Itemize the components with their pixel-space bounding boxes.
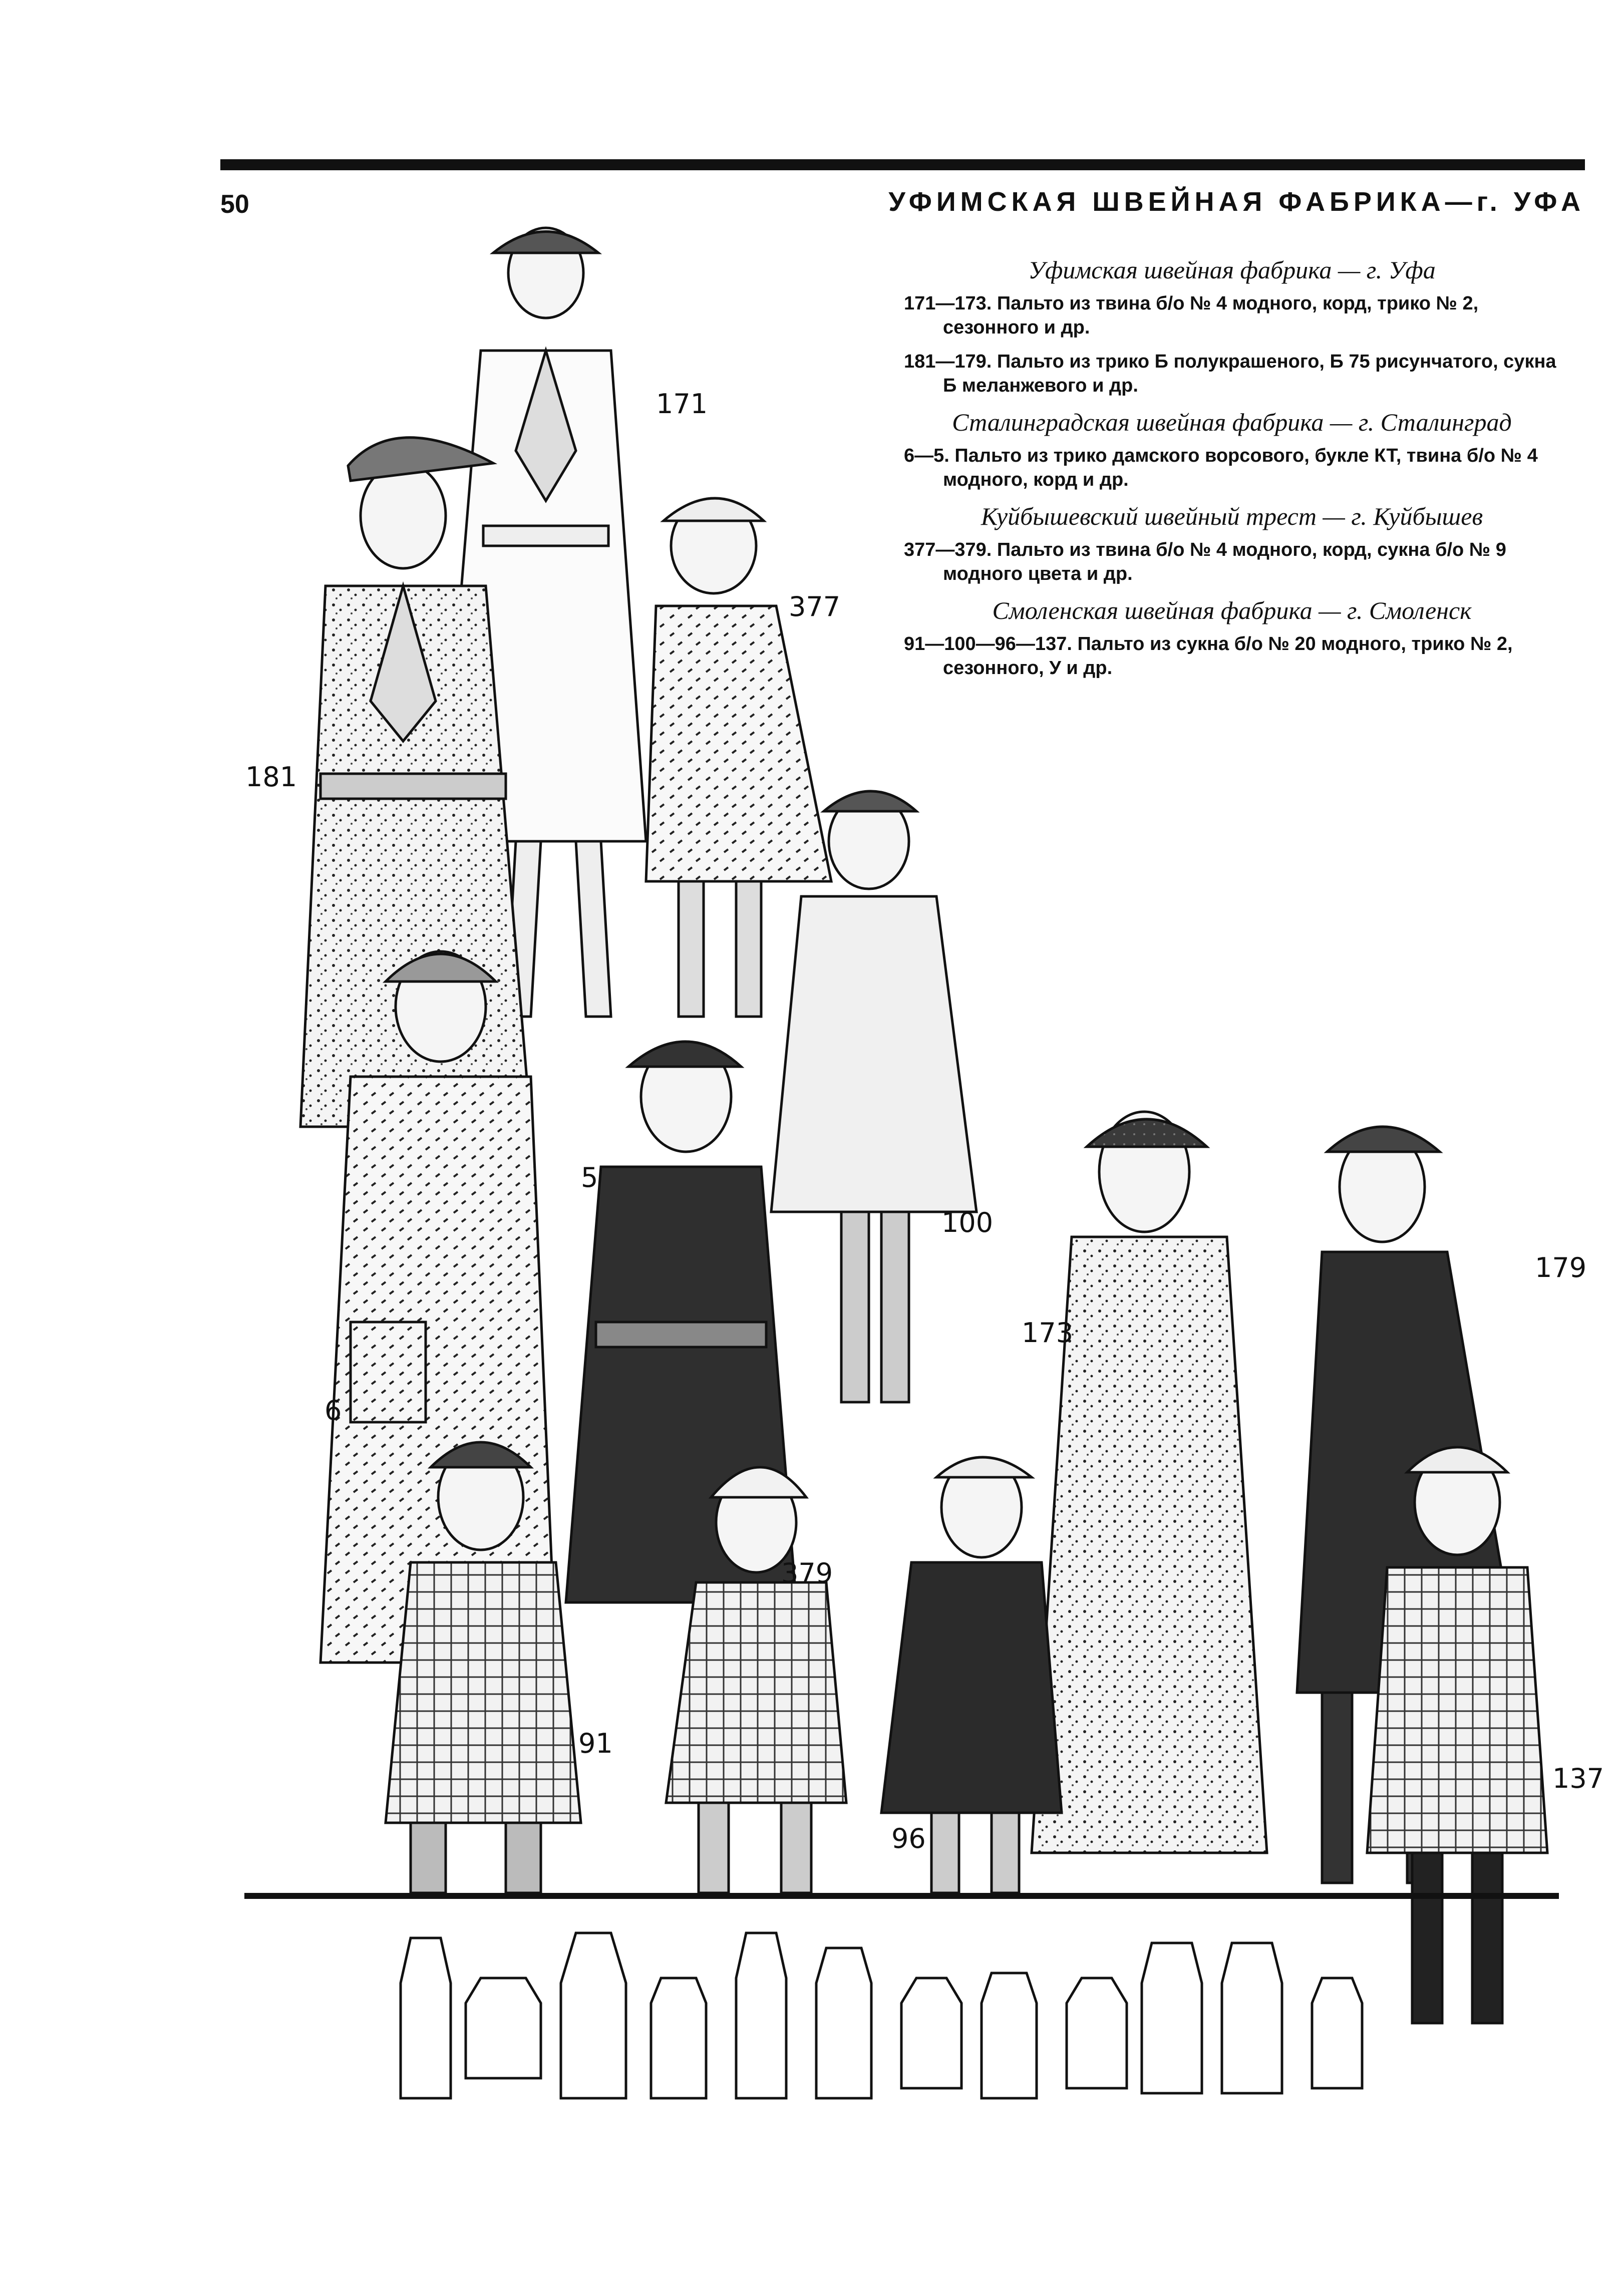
figure-number-5: 5 [581, 1162, 598, 1193]
figure-number-179: 179 [1535, 1252, 1587, 1283]
entry-181-179: 181—179. Пальто из трико Б полукрашеного, Б 75 рисунчатого, сукна Б меланжевого и др. [904, 351, 1556, 396]
figure-100 [771, 791, 977, 1402]
figure-number-137: 137 [1552, 1763, 1604, 1794]
figure-number-96: 96 [891, 1823, 926, 1854]
factory-heading-kuibyshev: Куйбышевский швейный трест — г. Куйбышев [981, 502, 1483, 530]
figure-number-6: 6 [324, 1395, 342, 1426]
entry-377-379: 377—379. Пальто из твина б/о № 4 модного, корд, сукна б/о № 9 модного цвета и др. [904, 539, 1506, 584]
entry-171-173: 171—173. Пальто из твина б/о № 4 модного, корд, трико № 2, сезонного и др. [904, 293, 1479, 338]
figure-number-181: 181 [245, 761, 297, 793]
figure-number-173: 173 [1022, 1317, 1074, 1349]
ground-line [244, 1893, 1559, 1899]
entry-91-100-96-137: 91—100—96—137. Пальто из сукна б/о № 20 модного, трико № 2, сезонного, У и др. [904, 633, 1513, 679]
figure-number-171: 171 [656, 388, 708, 420]
entry-6-5: 6—5. Пальто из трико дамского ворсового, букле КТ, твина б/о № 4 модного, корд и др. [904, 445, 1538, 490]
page-number: 50 [220, 190, 249, 219]
figure-173 [1032, 1112, 1267, 1853]
factory-heading-stalingrad: Сталинградская швейная фабрика — г. Сталинград [952, 408, 1512, 436]
figure-number-377: 377 [789, 591, 841, 622]
figure-number-379: 379 [781, 1557, 833, 1589]
garment-silhouettes [401, 1933, 1362, 2098]
factory-heading-ufa: Уфимская швейная фабрика — г. Уфа [1028, 256, 1436, 284]
figure-number-100: 100 [941, 1207, 994, 1238]
running-title: УФИМСКАЯ ШВЕЙНАЯ ФАБРИКА—г. УФА [888, 187, 1585, 217]
figure-number-91: 91 [578, 1728, 613, 1759]
factory-heading-smolensk: Смоленская швейная фабрика — г. Смоленск [992, 596, 1472, 624]
